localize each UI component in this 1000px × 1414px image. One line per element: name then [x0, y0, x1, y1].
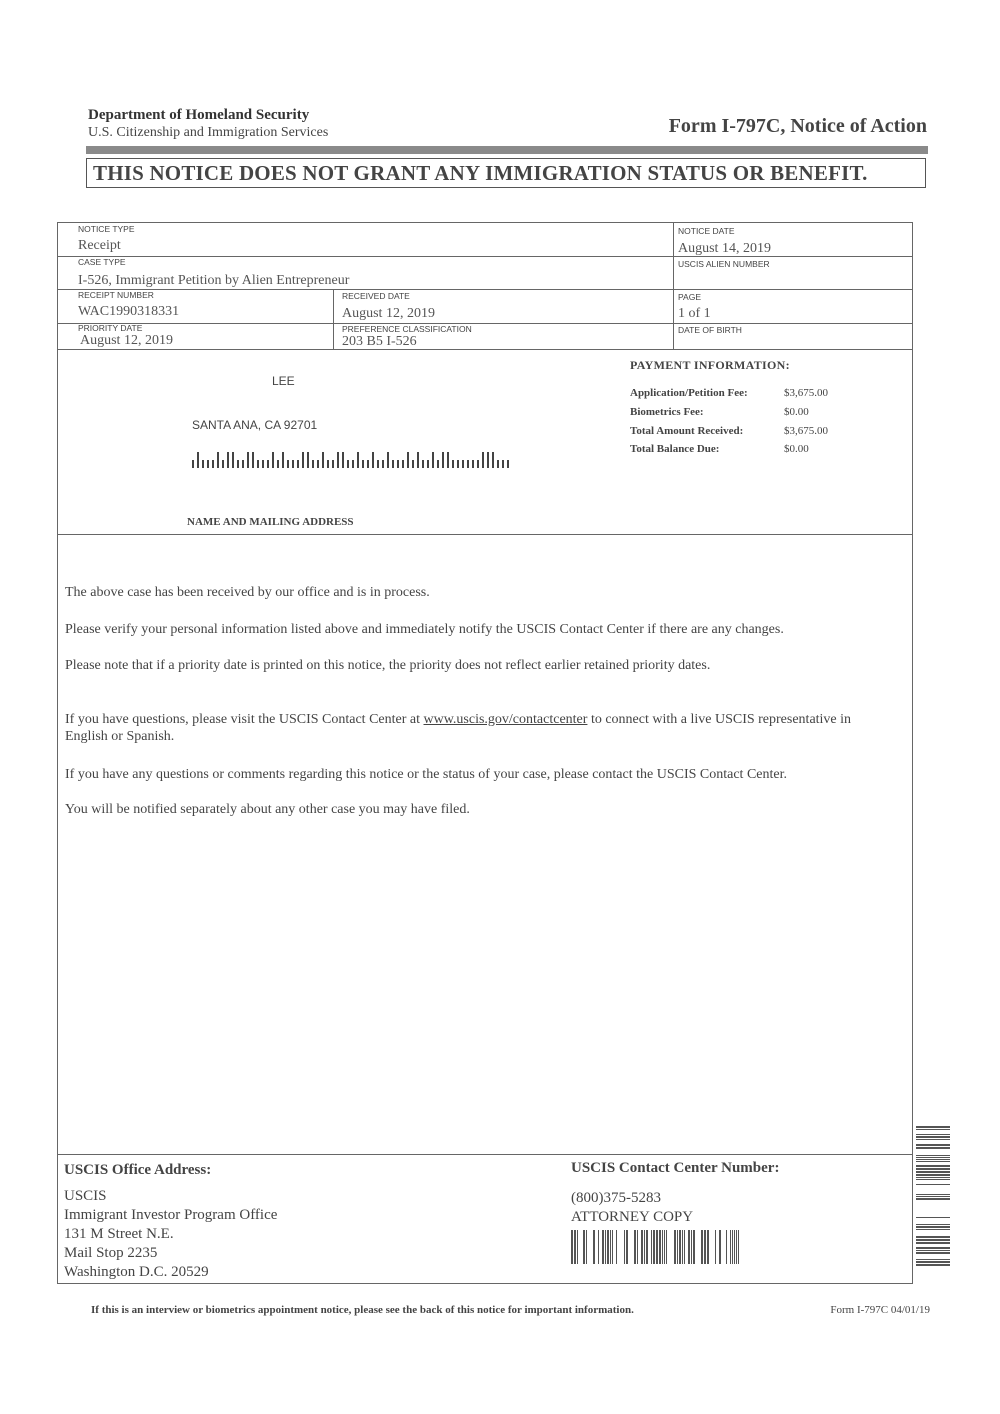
priority-date-label: PRIORITY DATE: [78, 323, 143, 333]
payment-label: Total Amount Received:: [630, 425, 744, 437]
notice-type-label: NOTICE TYPE: [78, 224, 135, 234]
office-address-line: USCIS: [64, 1188, 107, 1204]
mailing-address-caption: NAME AND MAILING ADDRESS: [187, 516, 354, 528]
footer-form-id: Form I-797C 04/01/19: [830, 1304, 930, 1316]
body-paragraph: [65, 711, 865, 745]
document-barcode: [571, 1230, 743, 1266]
payment-label: Biometrics Fee:: [630, 406, 704, 418]
payment-label: Application/Petition Fee:: [630, 387, 748, 399]
office-address-line: Washington D.C. 20529: [64, 1264, 209, 1280]
attorney-copy-label: ATTORNEY COPY: [571, 1209, 694, 1225]
office-address-line: 131 M Street N.E.: [64, 1226, 174, 1242]
office-address-line: Mail Stop 2235: [64, 1245, 158, 1261]
side-barcode: [916, 1122, 952, 1268]
notice-type-value: Receipt: [78, 238, 121, 253]
contact-text-start: If you have questions, please visit the USCIS Contact Center at: [65, 712, 424, 727]
preference-value: 203 B5 I-526: [342, 334, 417, 349]
form-title: Form I-797C, Notice of Action: [668, 115, 927, 137]
body-paragraph: The above case has been received by our office and is in process.: [65, 585, 430, 600]
contact-center-title: USCIS Contact Center Number:: [571, 1160, 780, 1176]
payment-title: PAYMENT INFORMATION:: [630, 358, 790, 372]
payment-value: $0.00: [784, 406, 809, 418]
receipt-number-value: WAC1990318331: [78, 304, 180, 319]
header-rule: [86, 146, 928, 154]
notice-date-value: August 14, 2019: [678, 241, 771, 256]
contact-center-phone: (800)375-5283: [571, 1190, 661, 1206]
office-address-title: USCIS Office Address:: [64, 1162, 212, 1178]
case-type-value: I-526, Immigrant Petition by Alien Entrepreneur: [78, 273, 350, 288]
notice-banner-text: THIS NOTICE DOES NOT GRANT ANY IMMIGRATION STATUS OR BENEFIT.: [93, 161, 868, 185]
contact-center-link[interactable]: www.uscis.gov/contactcenter: [423, 712, 588, 727]
payment-value: $3,675.00: [784, 387, 828, 399]
body-paragraph: If you have any questions or comments regarding this notice or the status of your case, please contact the USCIS Contact Center.: [65, 767, 787, 782]
priority-date-value: August 12, 2019: [80, 333, 173, 348]
received-date-value: August 12, 2019: [342, 306, 435, 321]
received-date-label: RECEIVED DATE: [342, 291, 410, 301]
office-address-line: Immigrant Investor Program Office: [64, 1207, 278, 1223]
page-label: PAGE: [678, 292, 701, 302]
alien-number-label: USCIS ALIEN NUMBER: [678, 259, 770, 269]
postal-barcode: [192, 450, 512, 470]
body-paragraph: You will be notified separately about any other case you may have filed.: [65, 802, 470, 817]
mailing-name: LEE: [272, 374, 295, 388]
contact-text-end: to connect with a live USCIS representative in English or Spanish.: [65, 712, 852, 744]
page-value: 1 of 1: [678, 306, 711, 321]
case-type-label: CASE TYPE: [78, 257, 126, 267]
body-paragraph: Please verify your personal information listed above and immediately notify the USCIS Contact Center if there are any changes.: [65, 622, 784, 637]
mailing-city: SANTA ANA, CA 92701: [192, 418, 318, 432]
payment-value: $0.00: [784, 443, 809, 455]
payment-value: $3,675.00: [784, 425, 828, 437]
body-paragraph: Please note that if a priority date is printed on this notice, the priority does not reflect earlier retained priority dates.: [65, 658, 711, 673]
notice-banner: [86, 158, 926, 188]
notice-date-label: NOTICE DATE: [678, 226, 735, 236]
agency-name: Department of Homeland Security: [88, 107, 310, 123]
footer-note: If this is an interview or biometrics appointment notice, please see the back of this notice for important information.: [91, 1304, 634, 1316]
agency-subtitle: U.S. Citizenship and Immigration Services: [88, 125, 329, 140]
preference-label: PREFERENCE CLASSIFICATION: [342, 324, 472, 334]
receipt-number-label: RECEIPT NUMBER: [78, 290, 154, 300]
payment-label: Total Balance Due:: [630, 443, 720, 455]
dob-label: DATE OF BIRTH: [678, 325, 742, 335]
